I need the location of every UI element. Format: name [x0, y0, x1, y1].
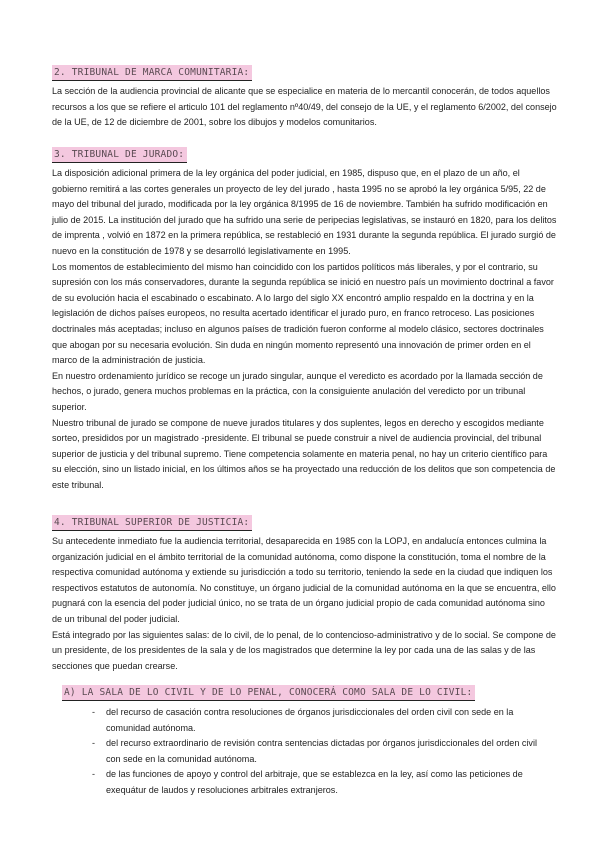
paragraph: Nuestro tribunal de jurado se compone de nueve jurados titulares y dos suplentes, legos en derecho y escogidos mediante sorteo, presididos por un magistrado -presidente. El tribunal se puede construir a nivel de audiencia provincial, del tribunal superior de justicia y del tribunal supremo. Tiene competencia solamente en materia penal, no hay un criterio científico para su elección, sino un listado inicial, en los últimos años se ha proyectado una reducción de los delitos que son competencia de este tribunal.: [52, 417, 556, 490]
list-item: - del recurso extraordinario de revisión contra sentencias dictadas por órganos jurisdiccionales del orden civil con sede en la comunidad autónoma.: [92, 736, 547, 767]
section-heading: 4. TRIBUNAL SUPERIOR DE JUSTICIA:: [52, 515, 252, 531]
subsection-sala-civil-penal: [52, 682, 547, 799]
section-heading: 3. TRIBUNAL DE JURADO:: [52, 147, 187, 163]
section-tribunal-superior: [52, 512, 557, 674]
paragraph: Está integrado por las siguientes salas: de lo civil, de lo penal, de lo contencioso-administrativo y de lo social. Se compone de un presidente, de los presidentes de la sala y de los magistrados que determine la ley por cada una de las salas y de las secciones que puedan crearse.: [52, 629, 556, 671]
paragraph: Los momentos de establecimiento del mismo han coincidido con los partidos políticos más liberales, y por el contrario, su supresión con los más conservadores, durante la segunda república se inició en nuestro país un movimiento doctrinal a favor de su evolución hacia el escabinado o escabinato. A lo largo del siglo XX encontró amplio respaldo en la doctrina y en la legislación de dichos países europeos, no resulta acertado identificar el jurado puro, en franco retroceso. Las posiciones doctrinales más aceptadas; incluso en algunos países de tradición fueron conforme al modelo clásico, sectores doctrinales que abogan por su necesaria evolución. Sin duda en ningún momento representó una innovación de primer orden en el marco de la administración de justicia.: [52, 261, 554, 366]
paragraph: Su antecedente inmediato fue la audiencia territorial, desaparecida en 1985 con la LOPJ, en andalucía entonces culmina la organización judicial en el ámbito territorial de la comunidad autónoma, como dispone la constitución, toma el nombre de la respectiva comunidad autónoma y extiende su jurisdicción a todo su territorio, teniendo la sede en la ciudad que indiquen los respectivos estatutos de autonomía. No constituye, un órgano judicial de la comunidad autónoma en la que se encuentra, ello pugnará con la esencia del poder judicial único, no se trata de un órgano judicial propio de cada comunidad autónoma sino de un tribunal del poder judicial.: [52, 536, 556, 624]
section-marca-comunitaria: [52, 62, 557, 131]
paragraph: La disposición adicional primera de la ley orgánica del poder judicial, en 1985, dispuso que, en el plazo de un año, el gobierno remitirá a las cortes generales un proyecto de ley del jurado , hasta 1995 no se aprobó la ley orgánica 5/95, 22 de mayo del tribunal del jurado, modificada por la ley orgánica 8/1995 de 16 de noviembre. También ha sufrido modificación en julio de 2015. La institución del jurado que ha sufrido una serie de peripecias legislativas, se instauró en 1820, para los delitos de imprenta , volvió en 1872 en la primera república, se restableció en 1931 durante la segunda república. El jurado surgió de nuevo en la constitución de 1978 y se desarrolló legislativamente en 1995.: [52, 168, 557, 256]
paragraph: En nuestro ordenamiento jurídico se recoge un jurado singular, aunque el veredicto es acordado por la llamada sección de hechos, o jurado, genera muchos problemas en la práctica, con la consiguiente anulación del veredicto por un tribunal superior.: [52, 370, 543, 412]
section-heading: 2. TRIBUNAL DE MARCA COMUNITARIA:: [52, 65, 252, 81]
paragraph: La sección de la audiencia provincial de alicante que se especialice en materia de lo mercantil conocerán, de todos aquellos recursos a los que se refiere el articulo 101 del reglamento nº40/49, del consejo de la UE, y el reglamento 6/2002, del consejo de la UE, de 12 de diciembre de 2001, sobre los dibujos y modelos comunitarios.: [52, 86, 557, 128]
subsection-heading: A) LA SALA DE LO CIVIL Y DE LO PENAL, CONOCERÁ COMO SALA DE LO CIVIL:: [62, 685, 475, 701]
list-item: - del recurso de casación contra resoluciones de órganos jurisdiccionales del orden civil con sede en la comunidad autónoma.: [92, 705, 547, 736]
list-item: - de las funciones de apoyo y control del arbitraje, que se establezca en la ley, así como las peticiones de exequátur de laudos y resoluciones arbitrales extranjeros.: [92, 767, 547, 798]
dash-list: [92, 705, 547, 799]
section-tribunal-jurado: [52, 144, 557, 493]
